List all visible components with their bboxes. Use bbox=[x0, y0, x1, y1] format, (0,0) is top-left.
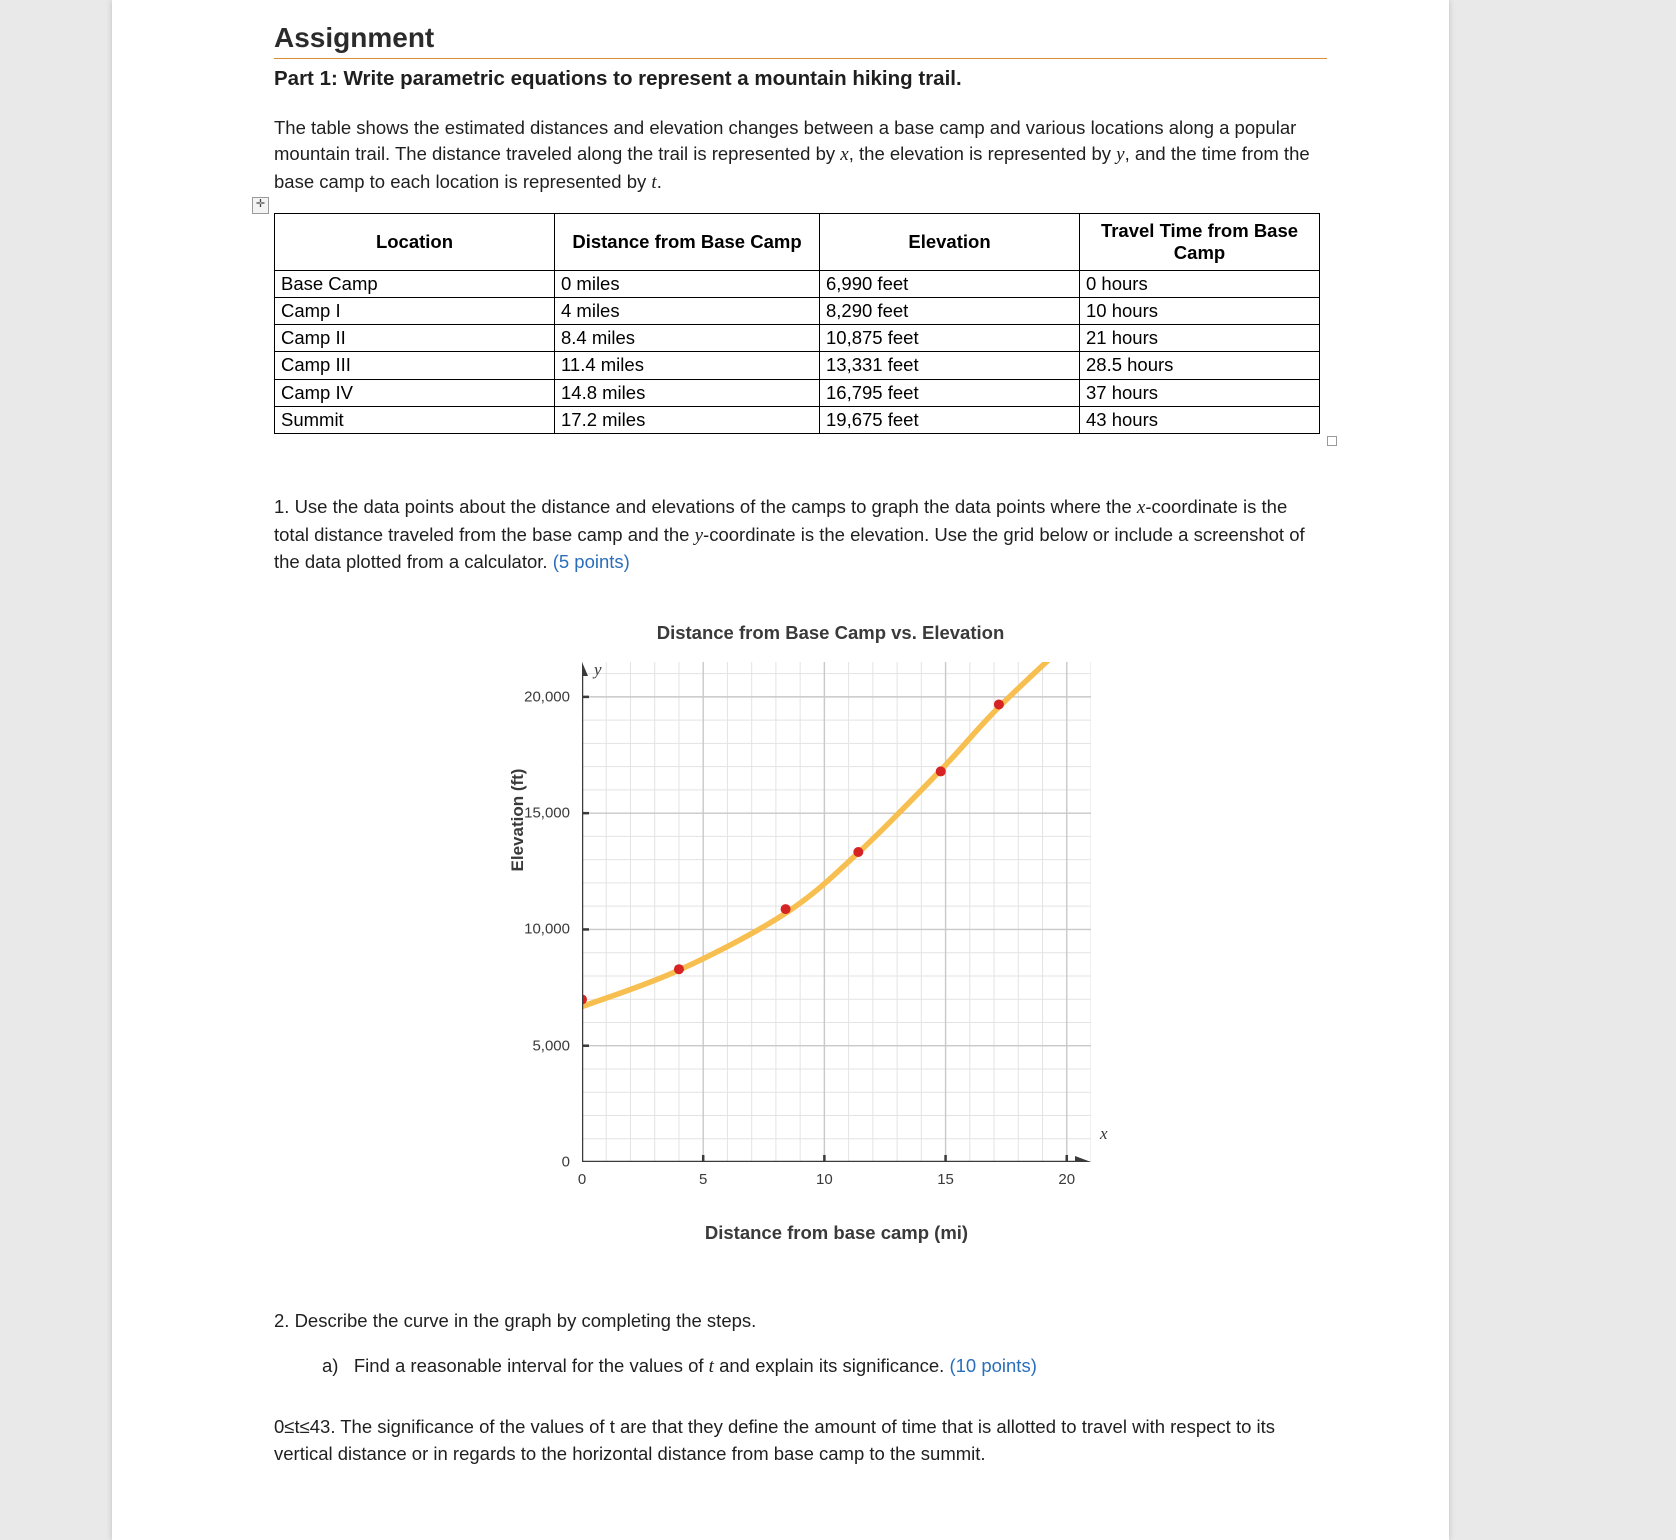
column-header-distance: Distance from Base Camp bbox=[555, 214, 820, 271]
column-header-travel-time: Travel Time from Base Camp bbox=[1080, 214, 1320, 271]
cell-distance: 14.8 miles bbox=[555, 379, 820, 406]
q1-text-a: 1. Use the data points about the distance and elevations of the camps to graph the data points where the bbox=[274, 495, 1137, 517]
y-tick-label: 10,000 bbox=[524, 920, 570, 938]
data-point bbox=[994, 699, 1004, 709]
cell-location: Base Camp bbox=[275, 270, 555, 297]
chart-title: Distance from Base Camp vs. Elevation bbox=[656, 621, 1005, 643]
question-2a-answer: 0≤t≤43. The significance of the values of t are that they define the amount of time that is allotted to travel with respect to its vertical distance or in regards to the horizontal distance from base camp to the summit. bbox=[274, 1416, 1276, 1465]
x-tick-label: 0 bbox=[577, 1170, 587, 1188]
question-2-text: 2. Describe the curve in the graph by completing the steps. bbox=[274, 1309, 757, 1331]
table-row bbox=[275, 325, 1320, 352]
cell-distance: 0 miles bbox=[555, 270, 820, 297]
question-2-block bbox=[274, 1308, 1327, 1468]
data-point bbox=[674, 964, 684, 974]
q1-points-badge: (5 points) bbox=[552, 551, 630, 573]
y-tick-label: 15,000 bbox=[524, 804, 570, 822]
x-axis-letter: x bbox=[1100, 1123, 1108, 1143]
table-row bbox=[275, 406, 1320, 433]
data-point bbox=[781, 904, 791, 914]
intro-text-2: , the elevation is represented by bbox=[848, 143, 1117, 165]
q2a-text-2: and explain its significance. bbox=[713, 1354, 950, 1376]
column-header-elevation: Elevation bbox=[820, 214, 1080, 271]
table-container bbox=[255, 198, 1327, 434]
column-header-location: Location bbox=[275, 214, 555, 271]
cell-travel-time: 21 hours bbox=[1080, 325, 1320, 352]
cell-travel-time: 43 hours bbox=[1080, 406, 1320, 433]
cell-travel-time: 10 hours bbox=[1080, 298, 1320, 325]
data-point bbox=[936, 766, 946, 776]
cell-distance: 8.4 miles bbox=[555, 325, 820, 352]
document-page bbox=[112, 0, 1449, 1540]
table-move-handle-icon[interactable]: ✛ bbox=[252, 197, 269, 214]
cell-elevation: 6,990 feet bbox=[820, 270, 1080, 297]
y-axis-title: Elevation (ft) bbox=[508, 768, 527, 872]
intro-var-y: y bbox=[1116, 144, 1125, 166]
cell-travel-time: 0 hours bbox=[1080, 270, 1320, 297]
cell-distance: 4 miles bbox=[555, 298, 820, 325]
intro-var-t: t bbox=[651, 172, 657, 194]
cell-travel-time: 37 hours bbox=[1080, 379, 1320, 406]
y-tick-label: 0 bbox=[561, 1153, 570, 1171]
title-divider bbox=[274, 58, 1327, 59]
cell-elevation: 10,875 feet bbox=[820, 325, 1080, 352]
cell-location: Camp IV bbox=[275, 379, 555, 406]
cell-elevation: 19,675 feet bbox=[820, 406, 1080, 433]
q1-var-y: y bbox=[694, 524, 704, 546]
trail-data-table bbox=[274, 213, 1320, 434]
table-body bbox=[275, 270, 1320, 433]
x-tick-label: 20 bbox=[1058, 1170, 1076, 1188]
q2a-var-t: t bbox=[708, 1355, 714, 1377]
q2a-label: a) bbox=[322, 1354, 339, 1376]
y-tick-label: 5,000 bbox=[532, 1037, 570, 1055]
y-tick-label: 20,000 bbox=[524, 688, 570, 706]
x-axis-title: Distance from base camp (mi) bbox=[704, 1221, 969, 1243]
q1-text-b: -coordinate is the total distance traveled from the base camp and the bbox=[274, 495, 1288, 545]
question-1-text bbox=[274, 494, 1327, 576]
cell-location: Camp I bbox=[275, 298, 555, 325]
q1-text-c: -coordinate is the elevation. Use the grid below or include a screenshot of the data plotted from a calculator. bbox=[274, 523, 1305, 573]
intro-var-x: x bbox=[840, 144, 849, 166]
cell-elevation: 16,795 feet bbox=[820, 379, 1080, 406]
chart-grid-and-data bbox=[582, 659, 1091, 1162]
q2a-points-badge: (10 points) bbox=[949, 1354, 1037, 1376]
data-point bbox=[853, 847, 863, 857]
elevation-chart bbox=[274, 618, 1327, 1243]
cell-distance: 17.2 miles bbox=[555, 406, 820, 433]
table-row bbox=[275, 379, 1320, 406]
question-1-block bbox=[274, 494, 1327, 576]
page-title: Assignment bbox=[274, 22, 435, 53]
intro-text-3: , and the time from the base camp to each location is represented by bbox=[274, 143, 1310, 193]
q1-var-x: x bbox=[1136, 496, 1146, 518]
intro-text-1: The table shows the estimated distances and elevation changes between a base camp and various locations along a popular mountain trail. The distance traveled along the trail is represented by bbox=[274, 117, 1297, 165]
cell-location: Summit bbox=[275, 406, 555, 433]
cell-location: Camp III bbox=[275, 352, 555, 379]
cell-travel-time: 28.5 hours bbox=[1080, 352, 1320, 379]
q2a-text-1: Find a reasonable interval for the values of bbox=[353, 1354, 709, 1376]
part-title: Part 1: Write parametric equations to represent a mountain hiking trail. bbox=[274, 67, 962, 90]
right-gutter bbox=[1449, 0, 1676, 1540]
question-2a-text bbox=[322, 1353, 1327, 1381]
table-resize-handle-icon[interactable] bbox=[1327, 436, 1337, 446]
table-header-row bbox=[275, 214, 1320, 271]
left-gutter bbox=[0, 0, 112, 1540]
x-tick-label: 5 bbox=[699, 1170, 708, 1188]
cell-location: Camp II bbox=[275, 325, 555, 352]
x-tick-label: 10 bbox=[816, 1170, 833, 1188]
cell-elevation: 8,290 feet bbox=[820, 298, 1080, 325]
intro-text-4: . bbox=[656, 171, 662, 193]
table-row bbox=[275, 298, 1320, 325]
chart-plot-area bbox=[508, 659, 1108, 1243]
cell-distance: 11.4 miles bbox=[555, 352, 820, 379]
cell-elevation: 13,331 feet bbox=[820, 352, 1080, 379]
table-row bbox=[275, 352, 1320, 379]
intro-paragraph bbox=[274, 115, 1327, 197]
x-tick-label: 15 bbox=[937, 1170, 954, 1188]
table-row bbox=[275, 270, 1320, 297]
y-axis-letter: y bbox=[594, 659, 602, 679]
document-content bbox=[255, 22, 1327, 1468]
